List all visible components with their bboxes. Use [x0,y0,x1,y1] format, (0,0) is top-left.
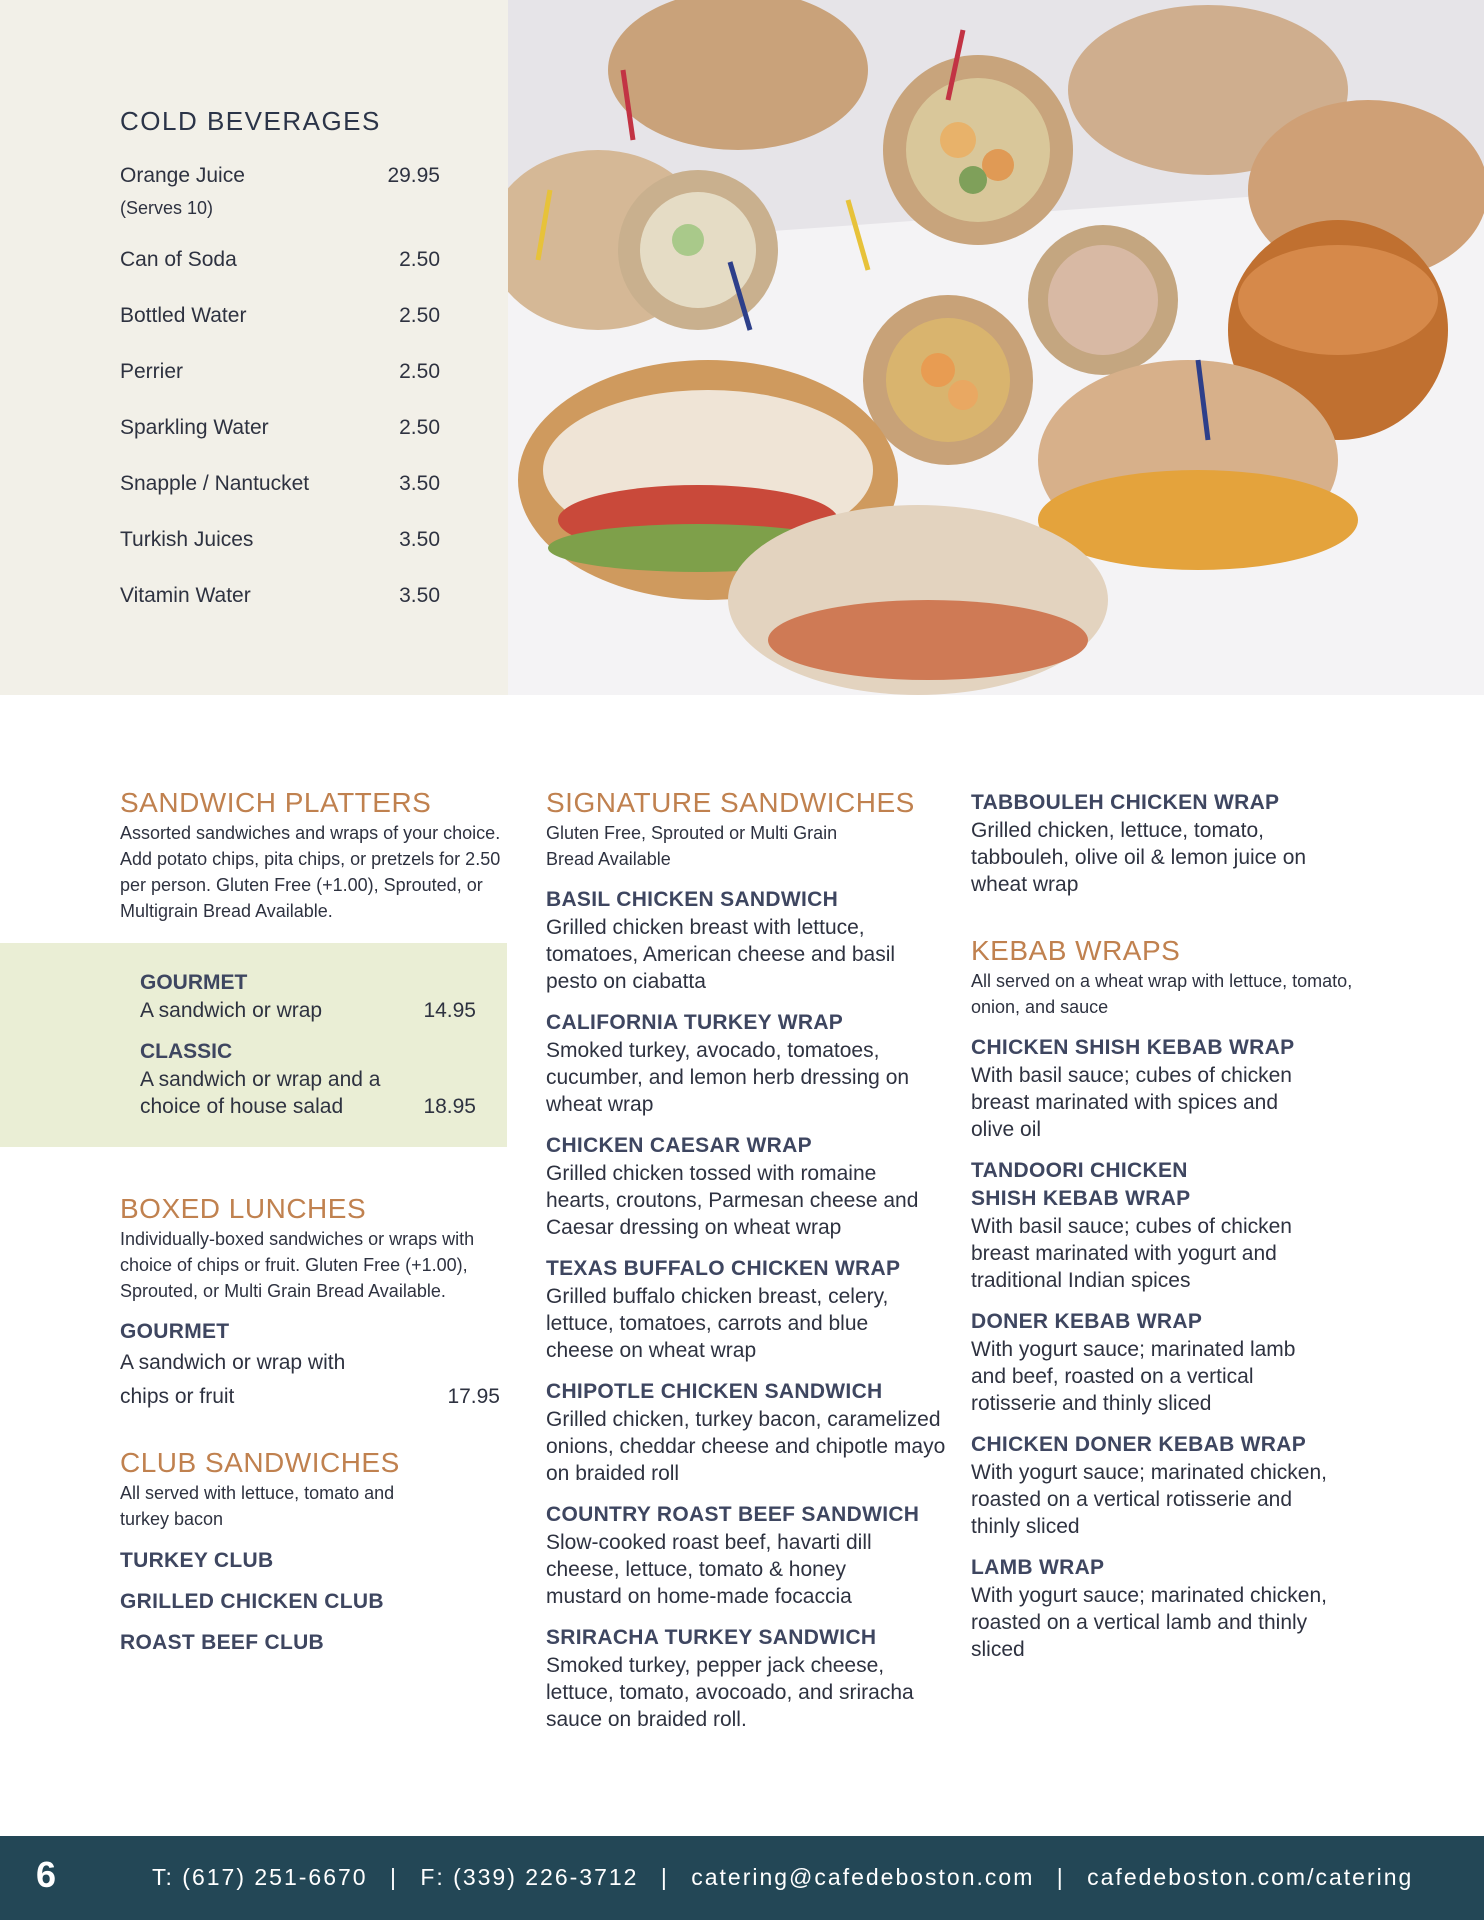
item-name: CHICKEN SHISH KEBAB WRAP [971,1036,1295,1059]
beverage-price: 2.50 [399,248,440,271]
page-number: 6 [36,1854,57,1895]
option-description: A sandwich or wrap with chips or fruit [120,1351,346,1408]
item-name: COUNTRY ROAST BEEF SANDWICH [546,1503,920,1526]
item-name: CHICKEN CAESAR WRAP [546,1134,812,1157]
beverage-item [120,584,440,640]
menu-item [971,1157,1371,1294]
section-title: SANDWICH PLATTERS [120,787,432,818]
beverage-price: 3.50 [399,472,440,495]
menu-item [546,1378,946,1487]
option-description: A sandwich or wrap [140,999,323,1022]
sandwich-platters-section [120,786,510,924]
platter-options [140,969,476,1134]
beverage-price: 2.50 [399,416,440,439]
menu-item [546,1501,946,1610]
item-name: LAMB WRAP [971,1556,1105,1579]
item-name: CHIPOTLE CHICKEN SANDWICH [546,1380,883,1403]
menu-item [546,1624,946,1733]
item-description: With basil sauce; cubes of chicken breast marinated with yogurt and traditional Indian spices [971,1215,1292,1292]
footer-bar [0,1836,1484,1920]
platter-option [140,969,476,1024]
section-description: Gluten Free, Sprouted or Multi Grain Bread Available [546,823,838,869]
phone-number: T: (617) 251-6670 [152,1864,368,1890]
item-description: Smoked turkey, pepper jack cheese, lettuce, tomato, avocoado, and sriracha sauce on braided roll. [546,1654,914,1731]
platter-option [140,1038,476,1120]
item-name: BASIL CHICKEN SANDWICH [546,888,839,911]
fax-number: F: (339) 226-3712 [420,1864,639,1890]
item-description: Smoked turkey, avocado, tomatoes, cucumber, and lemon herb dressing on wheat wrap [546,1039,910,1116]
item-name: TANDOORI CHICKEN SHISH KEBAB WRAP [971,1159,1191,1210]
contact-info [152,1864,1413,1891]
option-price: 14.95 [423,999,476,1022]
item-description: With yogurt sauce; marinated chicken, roasted on a vertical rotisserie and thinly sliced [971,1461,1327,1538]
sandwich-platter-photo [508,0,1484,695]
beverage-name: Vitamin Water [120,584,251,607]
item-description: Grilled chicken, lettuce, tomato, tabbouleh, olive oil & lemon juice on wheat wrap [971,819,1307,896]
menu-item [546,1132,946,1241]
option-description: A sandwich or wrap and a choice of house salad [140,1068,381,1118]
kebab-wraps-section [971,934,1371,1663]
club-item: ROAST BEEF CLUB [120,1631,324,1654]
signature-sandwiches-section [546,786,946,1733]
item-description: Grilled buffalo chicken breast, celery, lettuce, tomatoes, carrots and blue cheese on wheat wrap [546,1285,889,1362]
item-description: With yogurt sauce; marinated lamb and beef, roasted on a vertical rotisserie and thinly sliced [971,1338,1296,1415]
cold-beverages-title: COLD BEVERAGES [120,106,381,136]
beverage-item [120,416,440,472]
club-sandwiches-section [120,1446,500,1655]
beverage-name: Bottled Water [120,304,247,327]
item-name: TEXAS BUFFALO CHICKEN WRAP [546,1257,901,1280]
menu-item [546,1255,946,1364]
option-name: GOURMET [140,971,248,994]
beverage-item [120,360,440,416]
beverage-price: 3.50 [399,528,440,551]
option-price: 18.95 [423,1095,476,1118]
beverage-item [120,164,440,248]
cold-beverages-list [120,164,440,640]
sandwich-platter-illustration [508,0,1484,695]
beverage-price: 2.50 [399,360,440,383]
menu-item [971,1308,1371,1417]
beverage-name: Sparkling Water [120,416,269,439]
item-description: Slow-cooked roast beef, havarti dill cheese, lettuce, tomato & honey mustard on home-made focaccia [546,1531,872,1608]
section-description: All served with lettuce, tomato and turkey bacon [120,1483,395,1529]
item-name: SRIRACHA TURKEY SANDWICH [546,1626,877,1649]
separator: | [660,1864,669,1890]
section-description: Assorted sandwiches and wraps of your choice. Add potato chips, pita chips, or pretzels for 2.50 per person. Gluten Free (+1.00), Sprouted, or Multigrain Bread Available. [120,823,501,921]
menu-item [971,1431,1371,1540]
beverage-note: (Serves 10) [120,198,214,218]
beverage-price: 3.50 [399,584,440,607]
email-link[interactable]: catering@cafedeboston.com [691,1864,1035,1890]
item-name: TABBOULEH CHICKEN WRAP [971,791,1280,814]
beverage-price: 29.95 [387,164,440,187]
website-link[interactable]: cafedeboston.com/catering [1087,1864,1414,1890]
beverage-name: Turkish Juices [120,528,254,551]
option-name: GOURMET [120,1320,230,1343]
menu-item [971,1034,1371,1143]
section-title: CLUB SANDWICHES [120,1447,400,1478]
beverage-price: 2.50 [399,304,440,327]
item-description: Grilled chicken, turkey bacon, caramelized onions, cheddar cheese and chipotle mayo on braided roll [546,1408,946,1485]
item-description: With basil sauce; cubes of chicken breast marinated with spices and olive oil [971,1064,1292,1141]
item-name: CHICKEN DONER KEBAB WRAP [971,1433,1307,1456]
section-title: BOXED LUNCHES [120,1193,367,1224]
item-name: DONER KEBAB WRAP [971,1310,1203,1333]
item-description: Grilled chicken tossed with romaine hearts, croutons, Parmesan cheese and Caesar dressing on wheat wrap [546,1162,919,1239]
beverage-item [120,304,440,360]
beverage-name: Snapple / Nantucket [120,472,310,495]
beverage-item [120,472,440,528]
beverage-item [120,528,440,584]
beverage-name: Perrier [120,360,184,383]
boxed-lunch-option [120,1318,500,1414]
option-price: 17.95 [447,1385,500,1408]
menu-item [971,1554,1371,1663]
club-item: TURKEY CLUB [120,1549,274,1572]
club-item: GRILLED CHICKEN CLUB [120,1590,384,1613]
beverage-item [120,248,440,304]
beverage-name: Orange Juice [120,164,245,187]
item-name: CALIFORNIA TURKEY WRAP [546,1011,844,1034]
item-description: With yogurt sauce; marinated chicken, roasted on a vertical lamb and thinly sliced [971,1584,1327,1661]
menu-item [546,1009,946,1118]
option-name: CLASSIC [140,1040,233,1063]
section-description: All served on a wheat wrap with lettuce, tomato, onion, and sauce [971,971,1353,1017]
tabbouleh-wrap-section [971,789,1371,1663]
beverage-name: Can of Soda [120,248,237,271]
item-description: Grilled chicken breast with lettuce, tomatoes, American cheese and basil pesto on ciabatta [546,916,896,993]
menu-item [546,886,946,995]
separator: | [389,1864,398,1890]
separator: | [1056,1864,1065,1890]
section-title: SIGNATURE SANDWICHES [546,787,915,818]
section-description: Individually-boxed sandwiches or wraps with choice of chips or fruit. Gluten Free (+1.00), Sprouted, or Multi Grain Bread Available. [120,1229,475,1301]
section-title: KEBAB WRAPS [971,935,1181,966]
boxed-lunches-section [120,1192,500,1414]
